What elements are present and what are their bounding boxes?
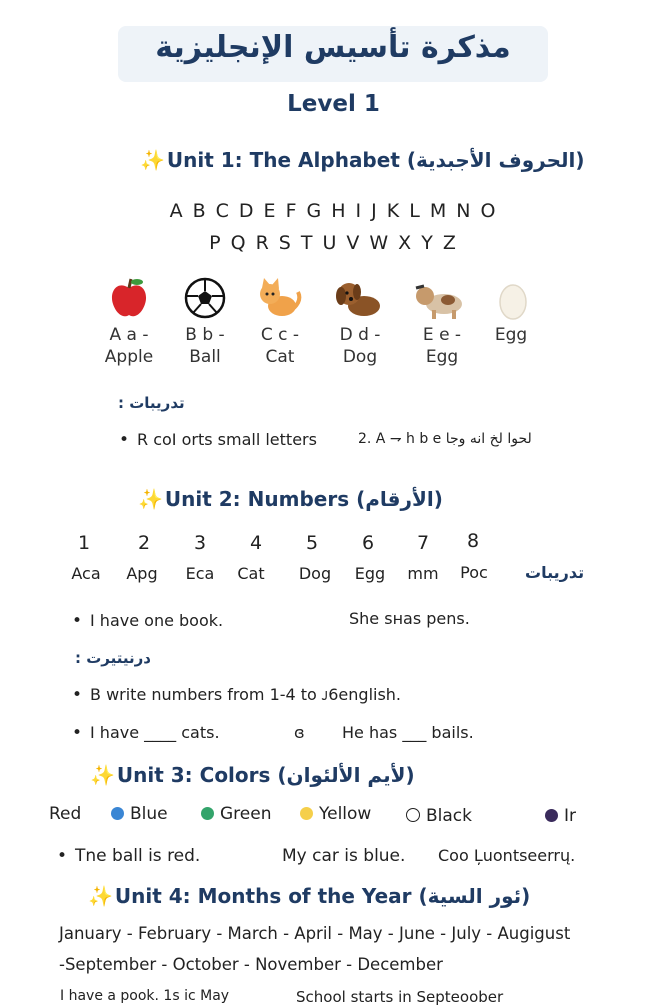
number: 5 <box>305 532 319 554</box>
letter: D <box>238 200 256 222</box>
picture-caption <box>471 324 551 346</box>
letter: R <box>255 232 271 254</box>
color-item-green <box>201 804 271 824</box>
color-label: Blue <box>130 804 168 824</box>
caption-line: C c - <box>260 325 300 345</box>
egg-icon <box>483 279 543 321</box>
number: 1 <box>77 532 91 554</box>
color-item-purple <box>545 806 576 826</box>
color-item-red <box>49 804 81 824</box>
color-label: Green <box>220 804 272 824</box>
exercises-side-label: تدريبات <box>525 563 585 582</box>
caption-line: E e - <box>422 325 462 345</box>
exercise-item: 2. A ⇁ h b e لحوا لخ انه وجا <box>358 431 532 447</box>
number: 4 <box>249 532 263 554</box>
caption-line: Ball <box>189 347 221 367</box>
color-item-black <box>406 806 472 826</box>
number-word: Egg <box>354 564 386 583</box>
sparkle-icon: ✨ <box>140 148 165 172</box>
letter: Z <box>442 232 458 254</box>
sentence: • I have one book. <box>90 611 223 630</box>
picture-caption <box>320 324 400 368</box>
letter: L <box>409 200 422 222</box>
number-word: Poc <box>460 563 488 582</box>
letter: A <box>169 200 185 222</box>
letter: T <box>300 232 315 254</box>
letter: S <box>278 232 293 254</box>
unit1-heading <box>140 148 585 172</box>
letter: G <box>306 200 324 222</box>
blue-dot-icon <box>111 807 124 820</box>
letter: N <box>456 200 473 222</box>
letter: U <box>322 232 339 254</box>
picture-caption <box>165 324 245 368</box>
white-dot-icon <box>406 808 420 822</box>
letter: X <box>398 232 414 254</box>
page-title: مذكرة تأسيس الإنجليزية <box>155 30 511 65</box>
sparkle-icon: ✨ <box>138 487 163 511</box>
alphabet-row-1 <box>0 200 667 222</box>
sentence: I have a pook. 1s ic May <box>60 988 230 1004</box>
number-word: Aca <box>71 564 101 583</box>
sentence: She sнas pens. <box>349 609 470 628</box>
exercises-label: تدريبات : <box>118 394 185 412</box>
number: 6 <box>361 532 375 554</box>
unit3-heading-text: Unit 3: Colors (لأيم الألئوان) <box>116 763 415 787</box>
exercises-label: درنيتيرت : <box>75 649 151 667</box>
letter: C <box>215 200 231 222</box>
number-word: Apg <box>126 564 158 583</box>
number-word: mm <box>407 564 439 583</box>
letter: E <box>263 200 278 222</box>
dog-icon <box>329 278 389 320</box>
caption-line: B b - <box>185 325 225 345</box>
picture-caption <box>402 324 482 368</box>
caption-line: Apple <box>104 347 154 367</box>
unit4-heading-text: Unit 4: Months of the Year (ئور السية) <box>114 884 531 908</box>
color-label: Ir <box>564 806 577 826</box>
number-word: Cat <box>237 564 265 583</box>
color-label: Yellow <box>319 804 372 824</box>
months-line-2: -September - October - November - December <box>59 955 443 974</box>
exercise-item: • R coI orts small letters <box>137 430 317 449</box>
sentence: Coo Ļuontseerrų. <box>438 846 576 865</box>
color-label: Black <box>426 806 472 826</box>
puppy-icon <box>410 280 470 320</box>
letter: Y <box>421 232 435 254</box>
letter: W <box>369 232 391 254</box>
number: 3 <box>193 532 207 554</box>
letter: V <box>346 232 362 254</box>
sparkle-icon: ✨ <box>90 763 115 787</box>
caption-line: Egg <box>494 325 528 345</box>
letter: Q <box>230 232 248 254</box>
letter: J <box>371 200 379 222</box>
picture-caption <box>240 324 320 368</box>
unit4-heading <box>88 884 530 908</box>
sentence: My car is blue. <box>282 846 406 866</box>
letter: K <box>386 200 402 222</box>
letter: H <box>331 200 348 222</box>
soccer-ball-icon <box>175 276 235 320</box>
unit3-heading <box>90 763 415 787</box>
number-word: Dog <box>298 564 332 583</box>
color-label: Red <box>49 804 82 824</box>
cat-icon <box>249 278 309 320</box>
exercise-item: • I have ____ cats. <box>90 723 220 742</box>
caption-line: Dog <box>342 347 378 367</box>
alphabet-row-2 <box>0 232 667 254</box>
letter: I <box>355 200 364 222</box>
sparkle-icon: ✨ <box>88 884 113 908</box>
sentence: School starts in Septeoober <box>296 988 504 1006</box>
months-line-1: January - February - March - April - May - June - July - Augigust <box>59 924 571 943</box>
number: 8 <box>466 530 480 552</box>
level-heading: Level 1 <box>287 91 380 117</box>
purple-dot-icon <box>545 809 558 822</box>
yellow-dot-icon <box>300 807 313 820</box>
exercise-item: • B write numbers from 1-4 to ᴊ6english. <box>90 685 401 704</box>
unit1-heading-text: Unit 1: The Alphabet (الحروف الأجبدية) <box>166 148 585 172</box>
apple-icon <box>99 276 159 320</box>
caption-line: Egg <box>425 347 459 367</box>
caption-line: Cat <box>265 347 295 367</box>
green-dot-icon <box>201 807 214 820</box>
letter: B <box>192 200 208 222</box>
picture-caption <box>89 324 169 368</box>
unit2-heading-text: Unit 2: Numbers (الأرقام) <box>164 487 443 511</box>
caption-line: D d - <box>339 325 381 345</box>
letter: M <box>429 200 449 222</box>
color-item-yellow <box>300 804 371 824</box>
caption-line: A a - <box>109 325 149 345</box>
exercise-mark: ɞ <box>294 723 305 742</box>
letter: P <box>209 232 223 254</box>
letter: F <box>285 200 299 222</box>
exercise-item: He has ___ bails. <box>342 723 474 742</box>
letter: O <box>480 200 498 222</box>
color-item-blue <box>111 804 168 824</box>
sentence: • Tne ball is red. <box>75 846 200 866</box>
number: 7 <box>416 532 430 554</box>
unit2-heading <box>138 487 443 511</box>
number: 2 <box>137 532 151 554</box>
number-word: Eca <box>185 564 215 583</box>
